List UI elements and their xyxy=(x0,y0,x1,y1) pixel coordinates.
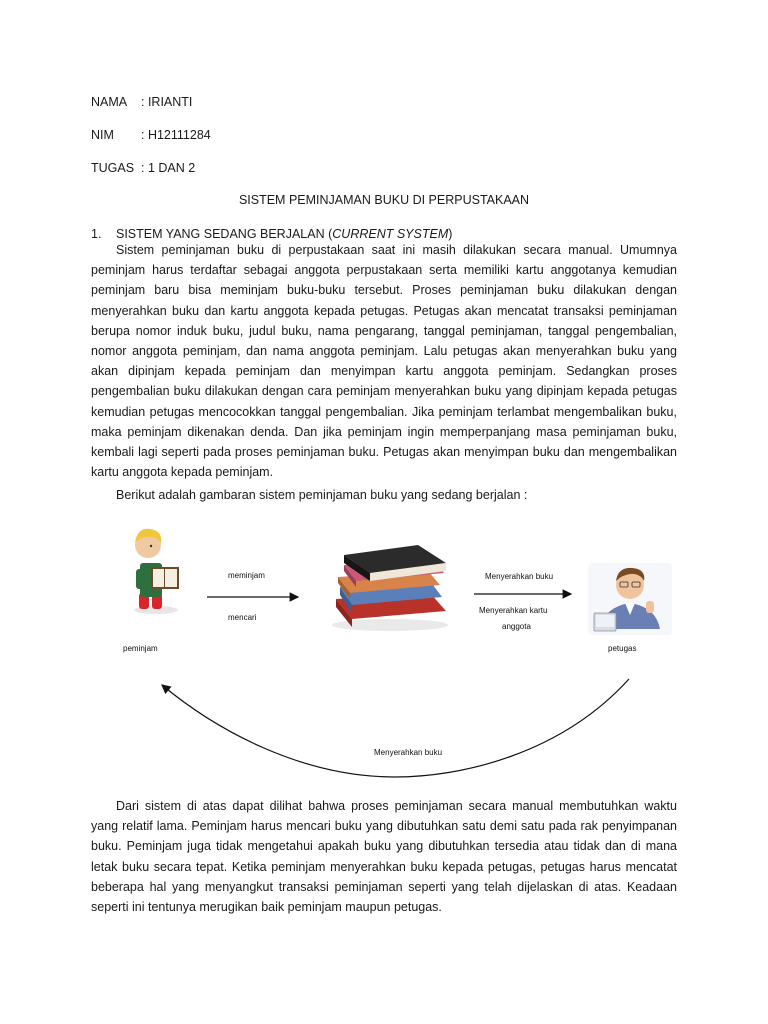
nim-row xyxy=(91,128,211,142)
arrow-handover-card-label-2: anggota xyxy=(502,622,531,631)
section-number: 1. xyxy=(91,227,102,241)
name-label: NAMA xyxy=(91,95,128,109)
nim-value: : H12111284 xyxy=(141,128,211,142)
arrow-handover-book-label: Menyerahkan buku xyxy=(485,572,554,581)
section-heading-italic: CURRENT SYSTEM xyxy=(332,227,449,241)
name-row xyxy=(91,95,192,109)
actor-borrower-label: peminjam xyxy=(123,644,158,653)
arrow-borrow-label: meminjam xyxy=(228,571,265,580)
tugas-label: TUGAS xyxy=(91,161,135,175)
name-value: : IRIANTI xyxy=(141,95,193,109)
arrow-handover-card-label: Menyerahkan kartu xyxy=(479,606,548,615)
return-arrow xyxy=(162,679,629,777)
nim-label: NIM xyxy=(91,128,114,142)
borrower-figure xyxy=(134,529,179,614)
section-heading-close: ) xyxy=(448,227,453,241)
books-stack-icon xyxy=(332,545,448,631)
diagram-intro: Berikut adalah gambaran sistem peminjaman buku yang sedang berjalan : xyxy=(116,488,528,502)
tugas-row xyxy=(91,161,195,175)
section-heading-text: SISTEM YANG SEDANG BERJALAN ( xyxy=(116,227,333,241)
return-arrow-label: Menyerahkan buku xyxy=(374,748,443,757)
document-title: SISTEM PEMINJAMAN BUKU DI PERPUSTAKAAN xyxy=(238,193,530,207)
actor-officer-label: petugas xyxy=(608,644,637,653)
section-heading xyxy=(91,227,452,241)
paragraph-current-system: Sistem peminjaman buku di perpustakaan saat ini masih dilakukan secara manual. Umumnya peminjam harus terdaftar sebagai anggota perpustakaan serta memiliki kartu anggotanya kemudian peminjam baru bisa meminjam buku-buku tersebut. Proses peminjaman buku dilakukan dengan menyerahkan buku dan kartu anggota kepada petugas. Petugas akan mencatat transaksi peminjaman berupa nomor induk buku, judul buku, nama pengarang, tanggal peminjaman, tanggal pengembalian, nomor anggota peminjam, dan nama anggota peminjam. Lalu petugas akan menyerahkan buku yang akan dipinjam kepada peminjam dan menyimpan kartu anggota peminjam. Sedangkan proses pengembalian buku dilakukan dengan cara peminjam menyerahkan buku yang dipinjam kepada petugas kemudian petugas mencocokkan tanggal pengembalian. Jika peminjam terlambat mengembalikan buku, maka peminjam dikenakan denda. Dan jika peminjam ingin memperpanjang masa peminjaman buku, kembali lagi seperti pada proses peminjaman buku. Petugas akan menyimpan buku dan mengembalikan kartu anggota kepada peminjam. xyxy=(91,243,677,480)
tugas-value: : 1 DAN 2 xyxy=(141,161,196,175)
officer-figure xyxy=(588,563,672,635)
flow-diagram xyxy=(0,515,768,795)
arrow-search-label: mencari xyxy=(228,613,257,622)
paragraph-analysis: Dari sistem di atas dapat dilihat bahwa proses peminjaman secara manual membutuhkan waktu yang relatif lama. Peminjam harus mencari buku yang dibutuhkan satu demi satu pada rak penyimpanan buku. Peminjam juga tidak mengetahui apakah buku yang dibutuhkan tersedia atau tidak dan di mana letak buku secara tepat. Ketika peminjam menyerahkan buku kepada petugas, petugas harus mencatat beberapa hal yang menyangkut transaksi peminjaman seperti yang telah dijelaskan di atas. Keadaan seperti ini tentunya merugikan baik peminjam maupun petugas. xyxy=(91,799,677,915)
